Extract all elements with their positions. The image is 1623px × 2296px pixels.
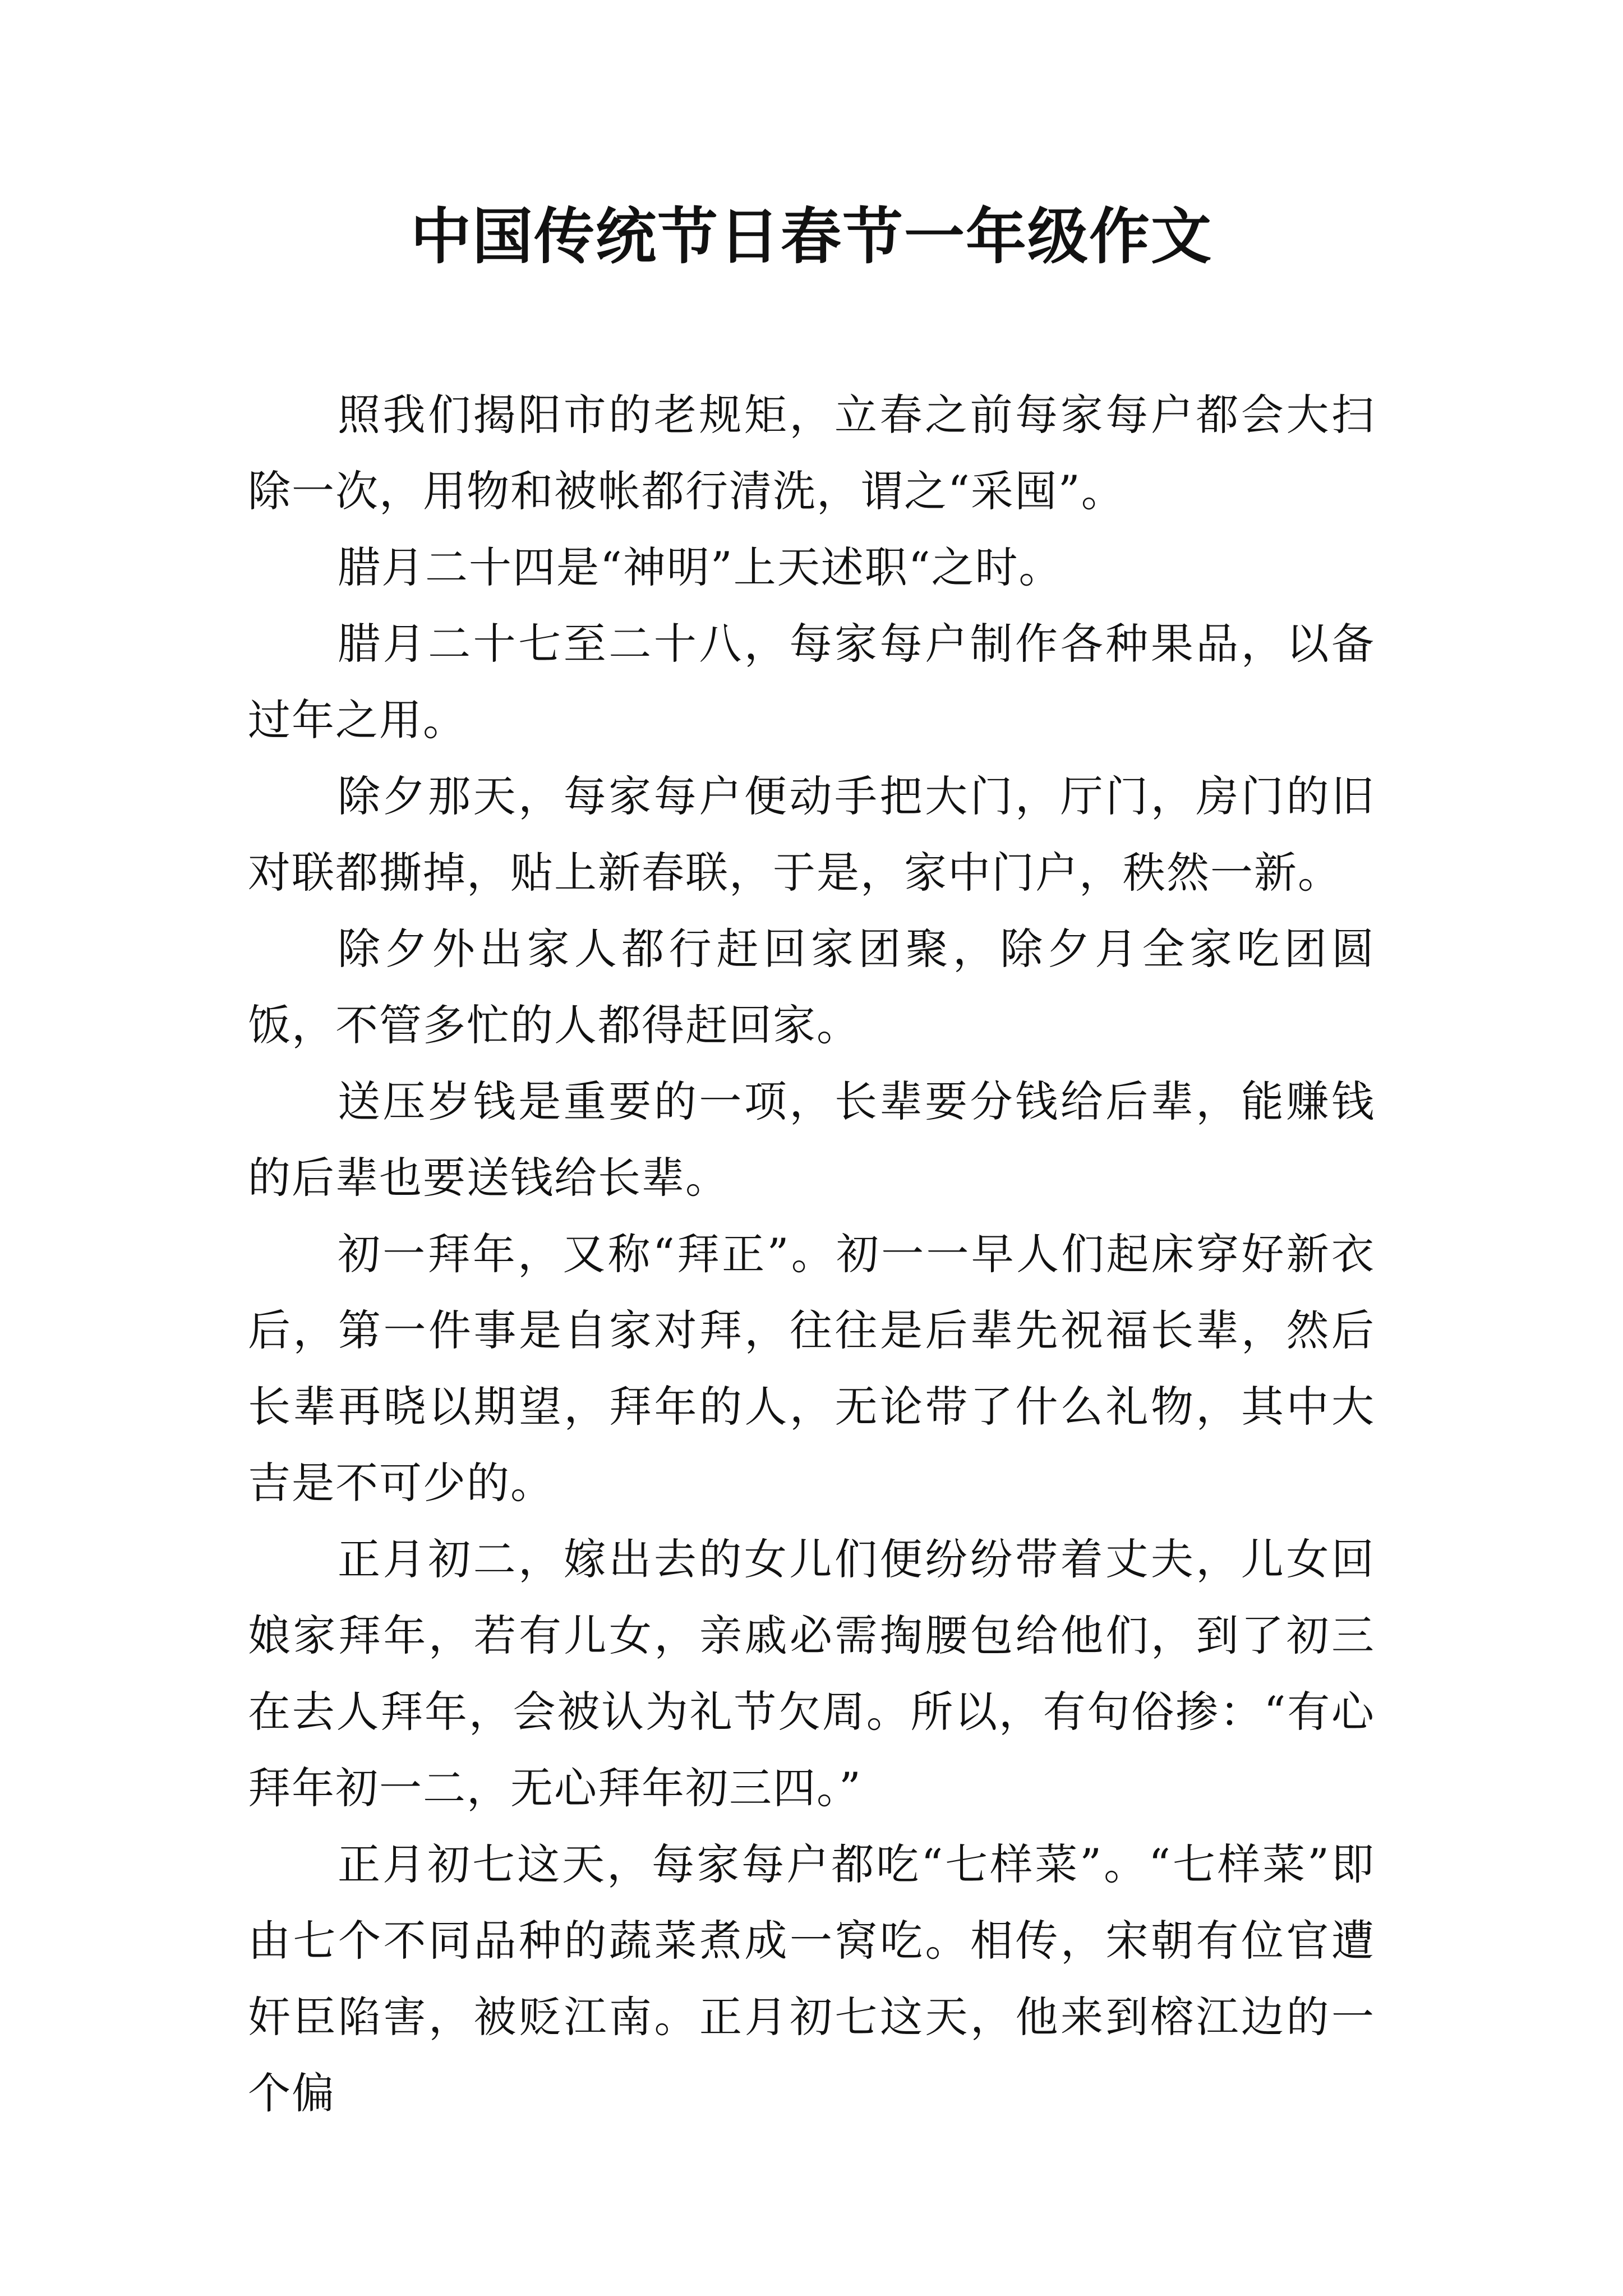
paragraph: 正月初七这天，每家每户都吃“七样菜”。“七样菜”即由七个不同品种的蔬菜煮成一窝吃。相传，宋朝有位官遭奸臣陷害，被贬江南。正月初七这天，他来到榕江边的一个偏	[248, 1839, 1375, 2118]
paragraph: 腊月二十四是“神明”上天述职“之时。	[338, 542, 1063, 592]
paragraph: 正月初二，嫁出去的女儿们便纷纷带着丈夫，儿女回娘家拜年，若有儿女，亲戚必需掏腰包给他们，到了初三在去人拜年，会被认为礼节欠周。所以，有句俗掺：“有心拜年初一二，无心拜年初三四。”	[248, 1534, 1375, 1813]
document-title: 中国传统节日春节一年级作文	[410, 201, 1212, 272]
paragraph: 除夕那天，每家每户便动手把大门，厅门，房门的旧对联都撕掉，贴上新春联，于是，家中门户，秩然一新。	[248, 771, 1375, 898]
paragraph: 腊月二十七至二十八，每家每户制作各种果品，以备过年之用。	[248, 619, 1375, 745]
paragraph: 初一拜年，又称“拜正”。初一一早人们起床穿好新衣后，第一件事是自家对拜，往往是后辈先祝福长辈，然后长辈再晓以期望，拜年的人，无论带了什么礼物，其中大吉是不可少的。	[248, 1229, 1375, 1508]
paragraph: 送压岁钱是重要的一项，长辈要分钱给后辈，能赚钱的后辈也要送钱给长辈。	[248, 1076, 1375, 1203]
paragraph: 除夕外出家人都行赶回家团聚，除夕月全家吃团圆饭，不管多忙的人都得赶回家。	[248, 924, 1375, 1050]
document-body	[248, 377, 1375, 2132]
paragraph: 照我们揭阳市的老规矩，立春之前每家每户都会大扫除一次，用物和被帐都行清洗，谓之“采囤”。	[248, 390, 1375, 516]
